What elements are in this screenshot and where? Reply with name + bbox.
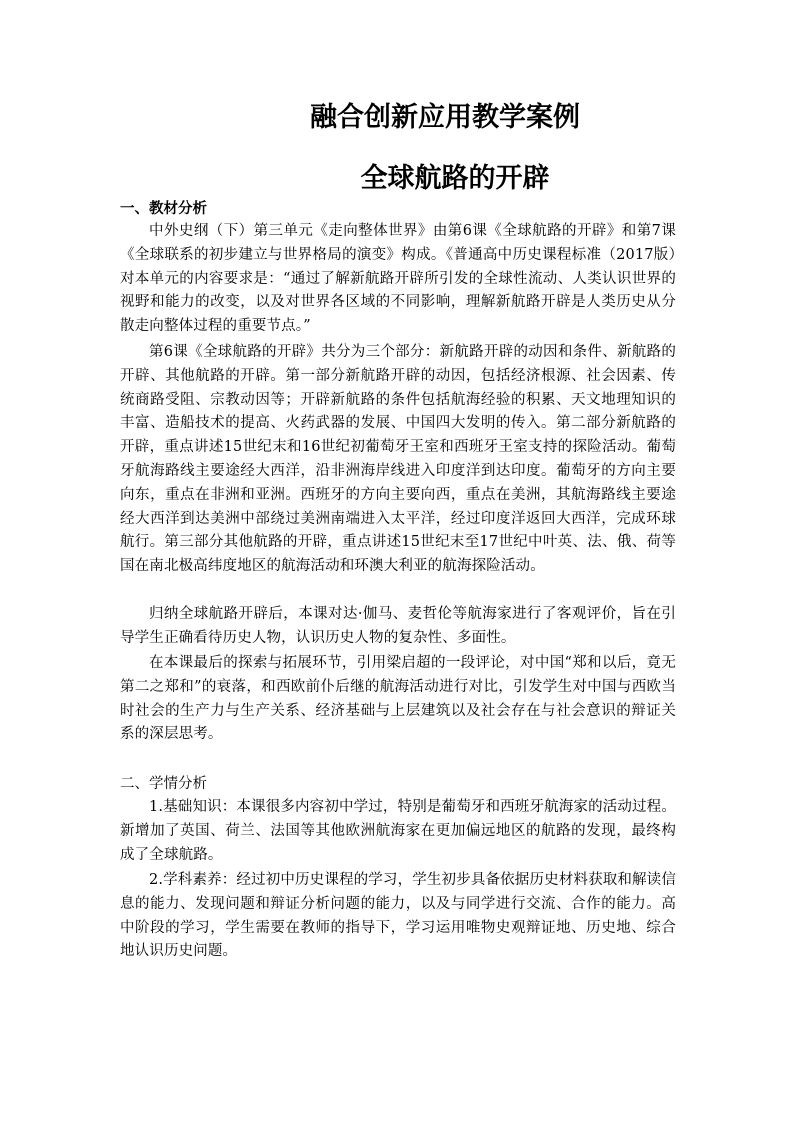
document-title: 融合创新应用教学案例	[310, 102, 580, 133]
paragraph: 2.学科素养：经过初中历史课程的学习，学生初步具备依据历史材料获取和解读信息的能力、发现问题和辩证分析问题的能力，以及与同学进行交流、合作的能力。高中阶段的学习，学生需要在教师的指导下，学习运用唯物史观辩证地、历史地、综合地认识历史问题。	[120, 872, 676, 960]
paragraph: 第6课《全球航路的开辟》共分为三个部分：新航路开辟的动因和条件、新航路的开辟、其他航路的开辟。第一部分新航路开辟的动因，包括经济根源、社会因素、传统商路受阻、宗教动因等；开辟新航路的条件包括航海经验的积累、天文地理知识的丰富、造船技术的提高、火药武器的发展、中国四大发明的传入。第二部分新航路的开辟，重点讲述15世纪末和16世纪初葡萄牙王室和西班牙王室支持的探险活动。葡萄牙航海路线主要途经大西洋，沿非洲海岸线进入印度洋到达印度。葡萄牙的方向主要向东，重点在非洲和亚洲。西班牙的方向主要向西，重点在美洲，其航海路线主要途经大西洋到达美洲中部绕过美洲南端进入太平洋，经过印度洋返回大西洋，完成环球航行。第三部分其他航路的开辟，重点讲述15世纪末至17世纪中叶英、法、俄、荷等国在南北极高纬度地区的航海活动和环澳大利亚的航海探险活动。	[120, 344, 676, 575]
section-heading-textbook-analysis: 一、教材分析	[120, 200, 207, 217]
paragraph: 归纳全球航路开辟后，本课对达·伽马、麦哲伦等航海家进行了客观评价，旨在引导学生正确看待历史人物，认识历史人物的复杂性、多面性。	[120, 606, 676, 646]
section-heading-student-analysis: 二、学情分析	[120, 776, 207, 792]
paragraph: 在本课最后的探索与拓展环节，引用梁启超的一段评论，对中国“郑和以后，竟无第二之郑和”的衰落，和西欧前仆后继的航海活动进行对比，引发学生对中国与西欧当时社会的生产力与生产关系、经济基础与上层建筑以及社会存在与社会意识的辩证关系的深层思考。	[120, 655, 676, 743]
document-subtitle: 全球航路的开辟	[360, 163, 550, 194]
paragraph: 1.基础知识：本课很多内容初中学过，特别是葡萄牙和西班牙航海家的活动过程。新增加了英国、荷兰、法国等其他欧洲航海家在更加偏远地区的航路的发现，最终构成了全球航路。	[120, 799, 676, 863]
paragraph: 中外史纲（下）第三单元《走向整体世界》由第6课《全球航路的开辟》和第7课《全球联系的初步建立与世界格局的演变》构成。《普通高中历史课程标准（2017版）对本单元的内容要求是：“通过了解新航路开辟所引发的全球性流动、人类认识世界的视野和能力的改变，以及对世界各区域的不同影响，理解新航路开辟是人类历史从分散走向整体过程的重要节点。”	[120, 223, 676, 335]
